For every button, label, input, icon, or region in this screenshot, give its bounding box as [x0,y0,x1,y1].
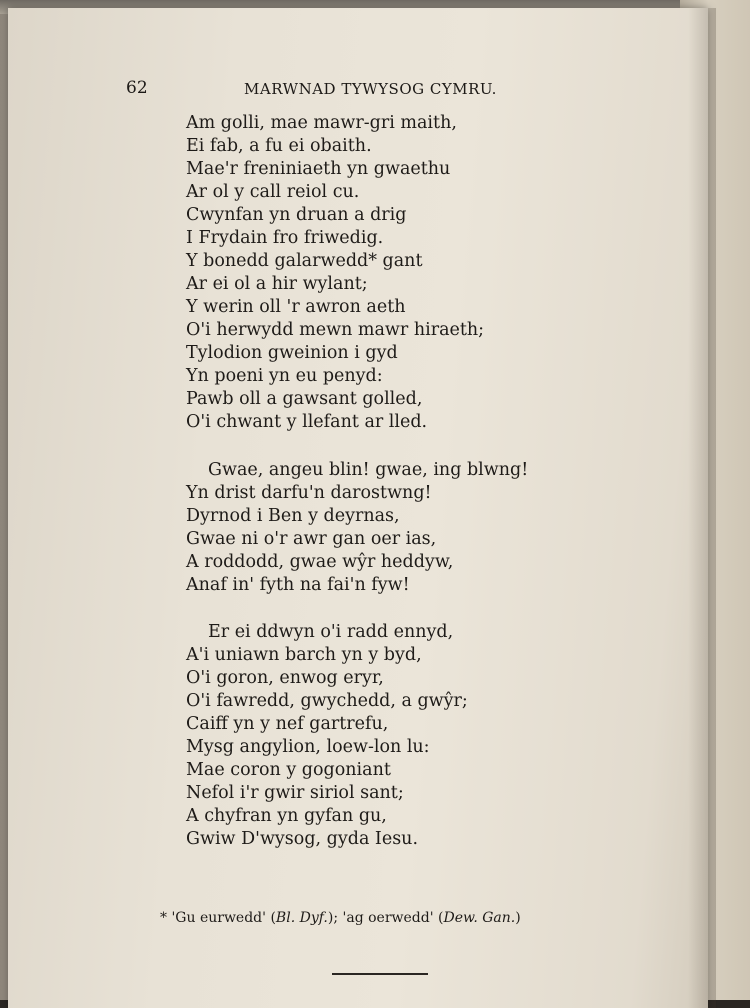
poem-line: Ar ol y call reiol cu. [186,182,360,202]
poem-line: Y bonedd galarwedd* gant [186,251,423,271]
poem-line: Pawb oll a gawsant golled, [186,389,423,409]
poem-line: Yn poeni yn eu penyd: [186,366,383,386]
stanza-break [186,434,636,459]
poem-line: Yn drist darfu'n darostwng! [186,483,432,503]
poem-line: A roddodd, gwae wŷr heddyw, [186,552,454,572]
poem-line: Am golli, mae mawr-gri maith, [186,113,457,133]
poem-line: A'i uniawn barch yn y byd, [186,645,422,665]
footnote-marker: * [160,910,167,926]
page-shadow [688,8,716,1008]
poem-line: Ar ei ol a hir wylant; [186,274,368,294]
page-number: 62 [126,78,148,98]
poem-body [186,112,636,851]
poem-line: Anaf in' fyth na fai'n fyw! [186,575,410,595]
poem-line: O'i chwant y llefant ar lled. [186,412,428,432]
poem-line: Gwae, angeu blin! gwae, ing blwng! [208,460,529,480]
closing-rule [332,973,428,975]
poem-line: Gwiw D'wysog, gyda Iesu. [186,829,419,849]
poem-line: Gwae ni o'r awr gan oer ias, [186,529,437,549]
poem-line: A chyfran yn gyfan gu, [186,806,387,826]
poem-line: I Frydain fro friwedig. [186,228,384,248]
poem-line: Ei fab, a fu ei obaith. [186,136,372,156]
poem-line: Y werin oll 'r awron aeth [186,297,406,317]
poem-line: Nefol i'r gwir siriol sant; [186,783,404,803]
poem-line: O'i fawredd, gwychedd, a gwŷr; [186,691,468,711]
page-header [8,78,708,108]
footnote-source-1: Bl. Dyf. [275,910,328,926]
poem-line: Tylodion gweinion i gyd [186,343,398,363]
poem-line: Cwynfan yn druan a drig [186,205,407,225]
poem-line: O'i herwydd mewn mawr hiraeth; [186,320,485,340]
footnote-source-2: Dew. Gan. [443,910,516,926]
footnote-variant-2: 'ag oerwedd' [342,910,434,926]
footnote: * 'Gu eurwedd' (Bl. Dyf.); 'ag oerwedd' (Dew. Gan.) [160,910,521,926]
stanza-break [186,597,636,621]
poem-line: Er ei ddwyn o'i radd ennyd, [208,622,454,642]
poem-line: Caiff yn y nef gartrefu, [186,714,389,734]
poem-line: Mae coron y gogoniant [186,760,391,780]
book-page [8,8,708,1008]
poem-line: Mae'r freniniaeth yn gwaethu [186,159,451,179]
running-title: MARWNAD TYWYSOG CYMRU. [244,80,497,98]
poem-line: O'i goron, enwog eryr, [186,668,384,688]
poem-line: Mysg angylion, loew-lon lu: [186,737,430,757]
poem-line: Dyrnod i Ben y deyrnas, [186,506,400,526]
footnote-variant-1: 'Gu eurwedd' [171,910,266,926]
